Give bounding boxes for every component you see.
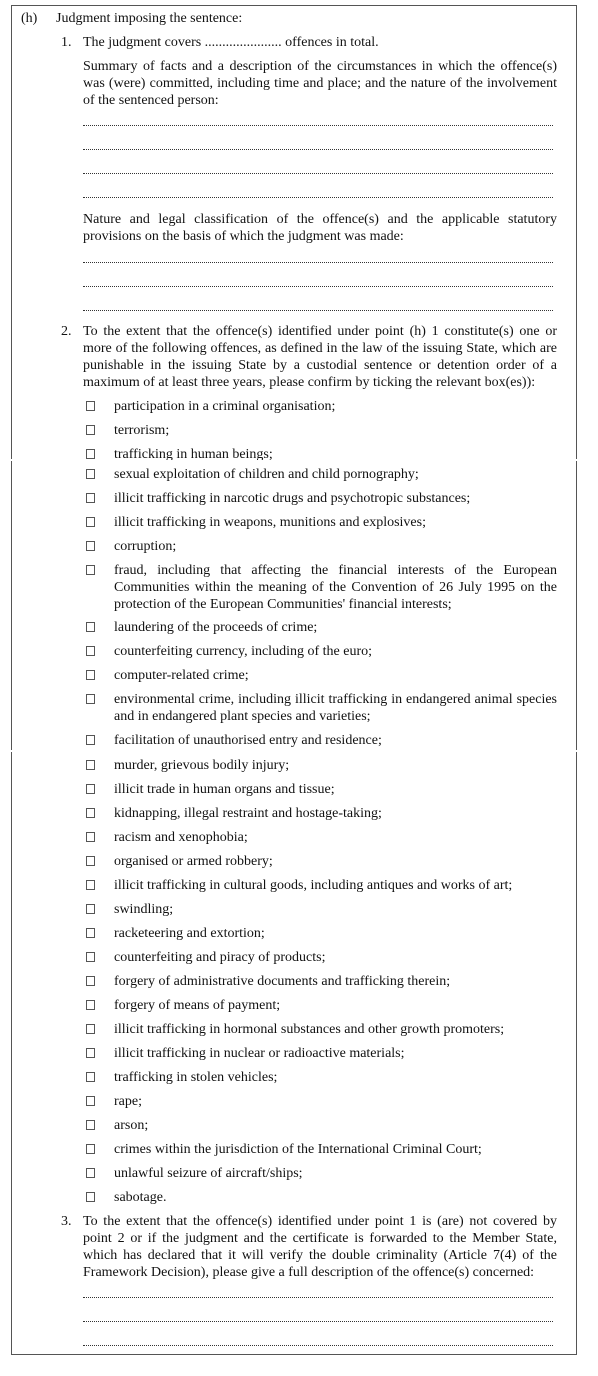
- offence-checkbox[interactable]: [86, 1144, 95, 1154]
- offence-checkbox[interactable]: [86, 541, 95, 551]
- offence-checkbox[interactable]: [86, 1096, 95, 1106]
- offence-checkbox[interactable]: [86, 760, 95, 770]
- offence-label: kidnapping, illegal restraint and hostage-taking;: [114, 806, 382, 821]
- offence-checkbox[interactable]: [86, 1024, 95, 1034]
- description-line[interactable]: [83, 1345, 553, 1346]
- offence-checkbox[interactable]: [86, 808, 95, 818]
- offence-label: computer-related crime;: [114, 668, 249, 683]
- offence-checkbox[interactable]: [86, 952, 95, 962]
- point-3-text: To the extent that the offence(s) identified under point 1 is (are) not covered by point 2 or if the judgment and the certificate is forwarded to the Member State, which has declared that it will verify the double criminality (Article 7(4) of the Framework Decision), please give a full description of the offence(s) concerned:: [83, 1214, 557, 1280]
- offence-label: counterfeiting and piracy of products;: [114, 950, 326, 965]
- offence-checkbox[interactable]: [86, 832, 95, 842]
- offence-checkbox[interactable]: [86, 1000, 95, 1010]
- nature-line[interactable]: [83, 286, 553, 287]
- offence-label: sexual exploitation of children and child pornography;: [114, 467, 419, 482]
- offence-checkbox[interactable]: [86, 880, 95, 890]
- offence-checkbox[interactable]: [86, 694, 95, 704]
- offence-label: organised or armed robbery;: [114, 854, 273, 869]
- offence-label: participation in a criminal organisation;: [114, 399, 336, 414]
- offence-label: fraud, including that affecting the financial interests of the European Communities within the meaning of the Convention of 26 July 1995 on the protection of the European Communities' financial interests;: [114, 563, 557, 612]
- page-seam: [11, 750, 577, 752]
- summary-line[interactable]: [83, 173, 553, 174]
- offence-label: racketeering and extortion;: [114, 926, 265, 941]
- nature-label: Nature and legal classification of the offence(s) and the applicable statutory provisions on the basis of which the judgment was made:: [83, 212, 557, 244]
- offence-label: illicit trade in human organs and tissue;: [114, 782, 335, 797]
- offence-checkbox[interactable]: [86, 1120, 95, 1130]
- offence-checkbox[interactable]: [86, 1072, 95, 1082]
- offence-checkbox[interactable]: [86, 646, 95, 656]
- description-line[interactable]: [83, 1297, 553, 1298]
- offence-label: corruption;: [114, 539, 177, 554]
- offence-checkbox[interactable]: [86, 622, 95, 632]
- offence-checkbox[interactable]: [86, 670, 95, 680]
- offence-checkbox[interactable]: [86, 904, 95, 914]
- offence-checkbox[interactable]: [86, 493, 95, 503]
- offence-label: crimes within the jurisdiction of the International Criminal Court;: [114, 1142, 482, 1157]
- offence-label: trafficking in human beings;: [114, 447, 273, 460]
- offence-checkbox[interactable]: [86, 1192, 95, 1202]
- offence-label: terrorism;: [114, 423, 170, 438]
- offence-label: illicit trafficking in weapons, munitions and explosives;: [114, 515, 426, 530]
- summary-line[interactable]: [83, 149, 553, 150]
- offence-label: racism and xenophobia;: [114, 830, 248, 845]
- nature-line[interactable]: [83, 310, 553, 311]
- point-1-text: The judgment covers ...................... offences in total.: [83, 35, 379, 50]
- description-line[interactable]: [83, 1321, 553, 1322]
- section-label: (h): [21, 11, 38, 26]
- offence-label: sabotage.: [114, 1190, 167, 1205]
- offence-label: illicit trafficking in nuclear or radioactive materials;: [114, 1046, 405, 1061]
- offence-checkbox[interactable]: [86, 425, 95, 435]
- offence-label: trafficking in stolen vehicles;: [114, 1070, 278, 1085]
- offence-label: arson;: [114, 1118, 149, 1133]
- offence-label: facilitation of unauthorised entry and residence;: [114, 733, 382, 748]
- offence-label: illicit trafficking in cultural goods, including antiques and works of art;: [114, 878, 513, 893]
- nature-line[interactable]: [83, 262, 553, 263]
- offence-checkbox[interactable]: [86, 565, 95, 575]
- offence-checkbox[interactable]: [86, 976, 95, 986]
- point-2-text: To the extent that the offence(s) identified under point (h) 1 constitute(s) one or more of the following offences, as defined in the law of the issuing State, which are punishable in the issuing State by a custodial sentence or detention order of a maximum of at least three years, please confirm by ticking the relevant box(es)):: [83, 324, 557, 390]
- offence-label: environmental crime, including illicit trafficking in endangered animal species and in endangered plant species and varieties;: [114, 692, 557, 724]
- offence-label: illicit trafficking in hormonal substances and other growth promoters;: [114, 1022, 505, 1037]
- offence-checkbox[interactable]: [86, 735, 95, 745]
- offence-label: forgery of means of payment;: [114, 998, 281, 1013]
- offence-label: swindling;: [114, 902, 174, 917]
- offence-checkbox[interactable]: [86, 856, 95, 866]
- offence-checkbox[interactable]: [86, 401, 95, 411]
- offence-label: counterfeiting currency, including of the euro;: [114, 644, 372, 659]
- offence-checkbox[interactable]: [86, 1168, 95, 1178]
- offence-label: laundering of the proceeds of crime;: [114, 620, 318, 635]
- summary-label: Summary of facts and a description of the circumstances in which the offence(s) was (were) committed, including time and place; and the nature of the involvement of the sentenced person:: [83, 59, 557, 108]
- point-2-number: 2.: [61, 324, 72, 339]
- offence-checkbox[interactable]: [86, 449, 95, 459]
- offence-checkbox[interactable]: [86, 928, 95, 938]
- offence-label: illicit trafficking in narcotic drugs and psychotropic substances;: [114, 491, 471, 506]
- offence-label: forgery of administrative documents and trafficking therein;: [114, 974, 451, 989]
- offence-checkbox[interactable]: [86, 469, 95, 479]
- point-3-number: 3.: [61, 1214, 72, 1229]
- summary-line[interactable]: [83, 197, 553, 198]
- section-title: Judgment imposing the sentence:: [56, 11, 243, 26]
- offence-checkbox[interactable]: [86, 1048, 95, 1058]
- offence-checkbox[interactable]: [86, 784, 95, 794]
- offence-label: unlawful seizure of aircraft/ships;: [114, 1166, 303, 1181]
- offence-checkbox[interactable]: [86, 517, 95, 527]
- point-1-number: 1.: [61, 35, 72, 50]
- summary-line[interactable]: [83, 125, 553, 126]
- offence-label: murder, grievous bodily injury;: [114, 758, 290, 773]
- offence-label: rape;: [114, 1094, 142, 1109]
